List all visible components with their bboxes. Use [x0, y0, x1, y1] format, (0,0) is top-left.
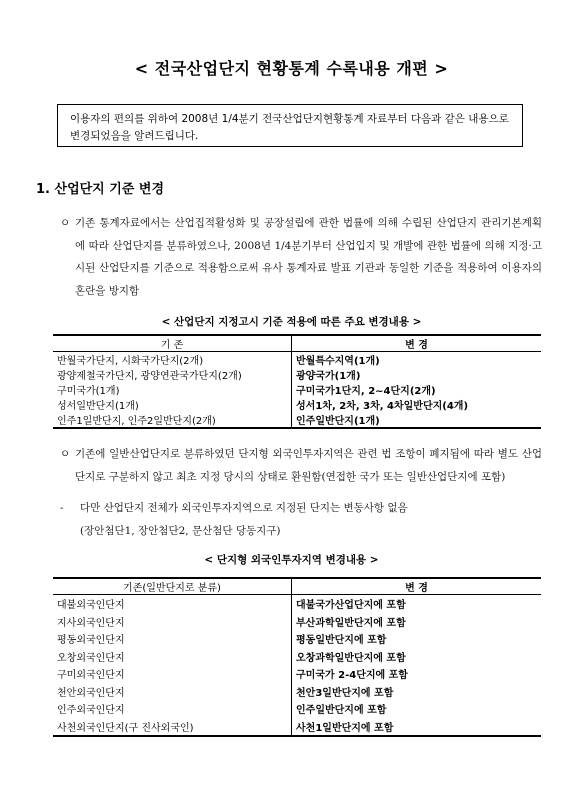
table-2-caption: < 단지형 외국인투자지역 변경내용 >	[204, 554, 379, 566]
paragraph-3	[60, 497, 542, 542]
cell-changed: 구미국가 2-4단지에 포함	[296, 670, 408, 682]
table-row	[53, 683, 541, 701]
paragraph-text: 기존 통계자료에서는 산업집적활성화 및 공장설립에 관한 법률에 의해 수립된 산업단지 관리기본계획에 따라 산업단지를 분류하였으나, 2008년 1/4분기부터 산업입지 및 개발에 관한 법률에 의해 지정·고시된 산업단지를 기준으로 적용함으로써 유사 통계자료 발표 기관과 동일한 기준을 적용하여 이용자의 혼란을 방지함	[75, 217, 542, 297]
column-header-changed: 변 경	[292, 335, 542, 352]
table-row	[53, 648, 541, 666]
page-title: < 전국산업단지 현황통계 수록내용 개편 >	[134, 59, 449, 78]
column-header-changed: 변 경	[292, 578, 542, 595]
change-table-1	[53, 334, 541, 429]
table-row	[53, 613, 541, 631]
table-row	[53, 382, 541, 397]
cell-existing: 천안외국인단지	[53, 683, 292, 701]
bullet-mark: ㅇ	[60, 448, 71, 460]
cell-existing: 인주1일반단지, 인주2일반단지(2개)	[53, 412, 292, 428]
paragraph-text: 다만 산업단지 전체가 외국인투자지역으로 지정된 단지는 변동사항 없음	[80, 502, 408, 514]
column-header-existing: 기 존	[53, 335, 292, 352]
cell-existing: 구미국가(1개)	[53, 382, 292, 397]
cell-existing: 구미외국인단지	[53, 665, 292, 683]
table-row	[53, 665, 541, 683]
cell-existing: 광양제철국가단지, 광양연관국가단지(2개)	[53, 367, 292, 382]
notice-box	[57, 104, 523, 147]
notice-line-1: 이용자의 편의를 위하여 2008년 1/4분기 전국산업단지현황통계 자료부터 다음과 같은 내용으로	[70, 113, 509, 125]
cell-changed: 부산과학일반단지에 포함	[296, 617, 406, 629]
cell-changed: 광양국가(1개)	[296, 371, 361, 382]
cell-existing: 지사외국인단지	[53, 613, 292, 631]
cell-existing: 평동외국인단지	[53, 630, 292, 648]
table-row	[53, 595, 541, 613]
table-row	[53, 352, 541, 368]
table-row	[53, 630, 541, 648]
table-row	[53, 412, 541, 428]
cell-changed: 평동일반단지에 포함	[296, 635, 387, 647]
paragraph-note: (장안첨단1, 장안첨단2, 문산첨단 당동지구)	[80, 524, 281, 537]
cell-changed: 성서1차, 2차, 3차, 4차일반단지(4개)	[296, 401, 469, 412]
cell-changed: 천안3일반단지에 포함	[296, 687, 394, 699]
cell-changed: 대불국가산업단지에 포함	[296, 600, 406, 612]
cell-existing: 반월국가단지, 시화국가단지(2개)	[53, 352, 292, 368]
cell-changed: 인주일반단지(1개)	[292, 412, 542, 428]
table-row	[53, 397, 541, 412]
table-row	[53, 718, 541, 737]
bullet-mark: ㅇ	[60, 217, 71, 229]
cell-changed: 반월특수지역(1개)	[296, 356, 380, 367]
cell-existing: 사천외국인단지(구 진사외국인)	[53, 718, 292, 737]
table-row	[53, 700, 541, 718]
cell-existing: 오창외국인단지	[53, 648, 292, 666]
cell-existing: 성서일반단지(1개)	[53, 397, 292, 412]
cell-changed: 오창과학일반단지에 포함	[296, 652, 406, 664]
section-heading: 1. 산업단지 기준 변경	[36, 182, 165, 197]
cell-changed: 구미국가1단지, 2~4단지(2개)	[296, 386, 436, 397]
table-header-row	[53, 578, 541, 595]
paragraph-text: 기존에 일반산업단지로 분류하였던 단지형 외국인투자지역은 관련 법 조항이 폐지됨에 따라 별도 산업단지로 구분하지 않고 최초 지정 당시의 상태로 환원함(연접한 국가 또는 일반산업단지에 포함)	[75, 448, 542, 483]
cell-changed: 사천1일반단지에 포함	[292, 718, 542, 737]
table-1-caption: < 산업단지 지정고시 기준 적용에 따른 주요 변경내용 >	[161, 316, 422, 328]
cell-existing: 인주외국인단지	[53, 700, 292, 718]
table-header-row	[53, 335, 541, 352]
column-header-existing: 기존(일반단지로 분류)	[53, 578, 292, 595]
notice-line-2: 변경되었음을 알려드립니다.	[70, 130, 199, 142]
paragraph-1	[60, 212, 542, 302]
paragraph-2	[60, 443, 542, 488]
change-table-2	[53, 577, 541, 737]
dash-mark: -	[60, 502, 64, 514]
cell-existing: 대불외국인단지	[53, 595, 292, 613]
table-row	[53, 367, 541, 382]
cell-changed: 인주일반단지에 포함	[296, 705, 387, 717]
